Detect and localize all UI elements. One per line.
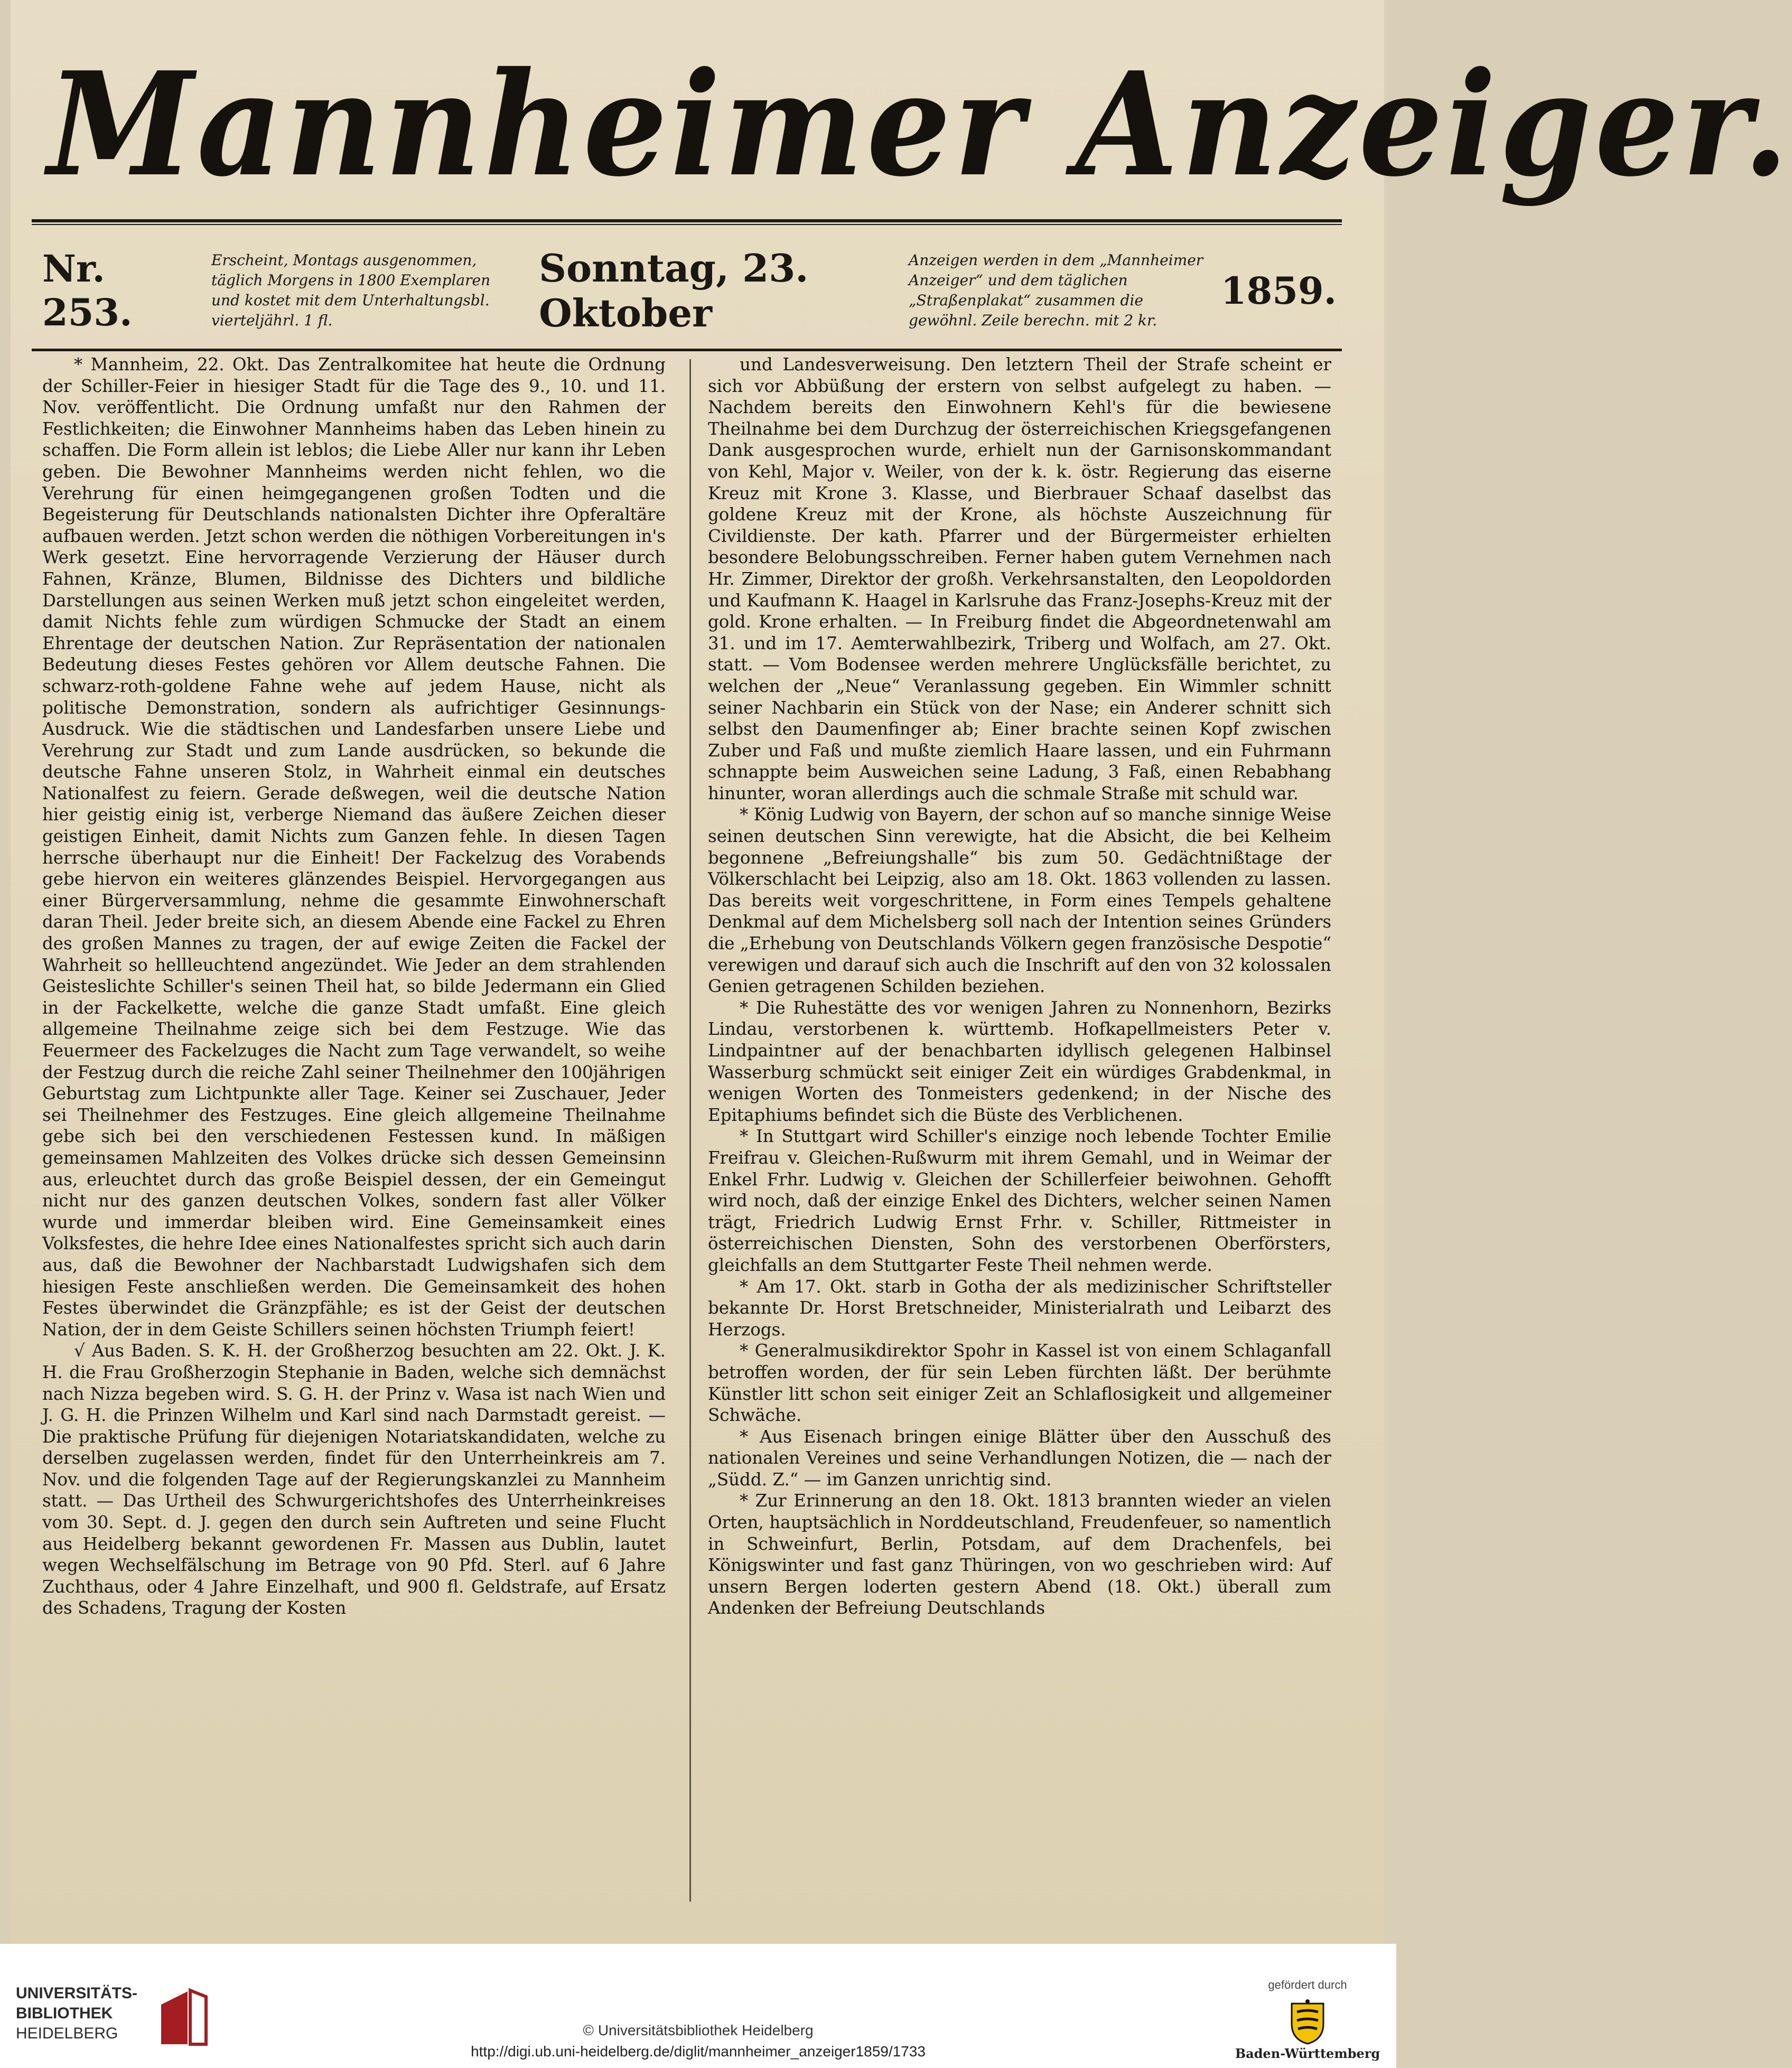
library-mark-icon [151,1986,214,2050]
article-aus-baden: √ Aus Baden. S. K. H. der Großherzog besuchten am 22. Okt. J. K. H. die Frau Großherzogin Stephanie in Baden, welche sich demnächst nach Nizza begeben wird. S. G. H. der Prinz v. Wasa ist nach Wien und J. G. H. die Prinzen Wilhelm und Karl sind nach Darmstadt gereist. — Die praktische Prüfung für diejenigen Notariatskandidaten, welche zu derselben zugelassen werden, findet für den Unterrheinkreis am 7. Nov. und die folgenden Tage auf der Regierungskanzlei zu Mannheim statt. — Das Urtheil des Schwurgerichtshofes des Unterrheinkreises vom 30. Sept. d. J. gegen den durch sein Auftreten und seine Flucht aus Heidelberg bekannt gewordenen Fr. Massen aus Dublin, lautet wegen Wechselfälschung im Betrage von 90 Pfd. Sterl. auf 6 Jahre Zuchthaus, oder 4 Jahre Einzelhaft, und 900 fl. Geldstrafe, auf Ersatz des Schadens, Tragung der Kosten [42,1341,666,1618]
issue-number: Nr. 253. [42,247,133,334]
digitization-footer [0,1944,1396,2068]
copyright-notice: © Universitätsbibliothek Heidelberg [583,2022,814,2038]
state-coat-of-arms-icon [1281,1999,1334,2046]
sponsor-block [1231,1978,1384,2063]
sponsor-label: gefördert durch [1268,1978,1347,1991]
article-lindpaintner: * Die Ruhestätte des vor wenigen Jahren zu Nonnenhorn, Bezirks Lindau, verstorbenen k. württemb. Hofkapellmeisters Peter v. Lindpaintner auf der benachbarten idyllisch gelegenen Halbinsel Wasserburg schmückt seit einiger Zeit ein würdiges Grabdenkmal, in wenigen Worten des Tonmeisters gedenkend; in der Nische des Epitaphiums befindet sich die Büste des Verblichenen. [708,997,1331,1125]
issue-info-bar [37,232,1337,349]
article-stuttgart-schiller: * In Stuttgart wird Schiller's einzige noch lebende Tochter Emilie Freifrau v. Gleichen-Rußwurm mit ihrem Gemahl, und in Weimar der Enkel Frhr. Ludwig v. Gleichen der Schillerfeier beiwohnen. Gehofft wird noch, daß der einzige Enkel des Dichters, welcher seinen Namen trägt, Friedrich Ludwig Ernst Frhr. v. Schiller, Rittmeister in österreichischen Diensten, Sohn des verstorbenen Oberförsters, gleichfalls an dem Stuttgarter Feste Theil nehmen werde. [708,1126,1331,1275]
article-baden-continued: und Landesverweisung. Den letztern Theil der Strafe scheint er sich vor Abbüßung der erstern von selbst aufgelegt zu haben. — Nachdem bereits den Einwohnern Kehl's für die bewiesene Theilnahme bei dem Durchzug der österreichischen Kriegsgefangenen Dank ausgesprochen wurde, erhielt nun der Garnisonskommandant von Kehl, Major v. Weiler, von der k. k. östr. Regierung das eiserne Kreuz mit Krone 3. Klasse, und Bierbrauer Schaaf daselbst das goldene Kreuz mit der Krone, als höchste Auszeichnung für Civildienste. Der kath. Pfarrer und der Bürgermeister erhielten besondere Belobungsschreiben. Ferner haben gutem Vernehmen nach Hr. Zimmer, Direktor der großh. Verkehrsanstalten, den Leopoldorden und Kaufmann K. Haagel in Karlsruhe das Franz-Josephs-Kreuz mit der gold. Krone erhalten. — In Freiburg findet die Abgeordnetenwahl am 31. und im 17. Aemterwahlbezirk, Triberg und Wolfach, am 27. Okt. statt. — Vom Bodensee werden mehrere Unglücksfälle berichtet, zu welchen der „Neue“ Veranlassung gegeben. Ein Wimmler schnitt seiner Nachbarin ein Stück von der Nase; ein Anderer schnitt sich selbst den Daumenfinger ab; Einer brachte seinen Kopf zwischen Zuber und Faß und mußte ziemlich Haare lassen, und ein Fuhrmann schnappte beim Ausweichen seine Ladung, 3 Faß, einen Rebabhang hinunter, woran allerdings auch die schmale Straße mit schuld war. [708,354,1331,803]
masthead-rule-top [32,219,1342,222]
issue-year: 1859. [1220,268,1337,313]
article-spohr: * Generalmusikdirektor Spohr in Kassel ist von einem Schlaganfall betroffen worden, der für sein Leben fürchten läßt. Der berühmte Künstler litt schon seit einiger Zeit an Schlaflosigkeit und allgemeiner Schwäche. [708,1341,1331,1426]
column-divider [689,359,691,1902]
masthead-rule-thin [32,224,1342,225]
article-18-oktober: * Zur Erinnerung an den 18. Okt. 1813 brannten wieder an vielen Orten, hauptsächlich in Norddeutschland, Freudenfeuer, so namentlich in Schweinfurt, Berlin, Potsdam, auf dem Drachenfels, bei Königswinter und fast ganz Thüringen, von wo geschrieben wird: Auf unsern Bergen loderten gestern Abend (18. Okt.) überall zum Andenken der Befreiung Deutschlands [708,1491,1331,1618]
left-column [42,354,666,1917]
library-name: UNIVERSITÄTS- BIBLIOTHEK HEIDELBERG [16,1985,138,2042]
article-eisenach: * Aus Eisenach bringen einige Blätter über den Ausschuß des nationalen Vereines und seine Verhandlungen Notizen, die — nach der „Südd. Z.“ — im Ganzen unrichtig sind. [708,1426,1331,1490]
permalink-url[interactable]: http://digi.ub.uni-heidelberg.de/diglit/mannheimer_anzeiger1859/1733 [471,2043,926,2060]
masthead-title: Mannheimer Anzeiger. [48,40,1792,208]
article-befreiungshalle: * König Ludwig von Bayern, der schon auf so manche sinnige Weise seinen deutschen Sinn verewigte, hat die Absicht, die bei Kelheim begonnene „Befreiungshalle“ bis zum 50. Gedächtnißtage der Völkerschlacht bei Leipzig, also am 18. Okt. 1863 vollenden zu lassen. Das bereits weit vorgeschrittene, in Form eines Tempels gehaltene Denkmal auf dem Michelsberg soll nach der Intention seines Gründers die „Erhebung von Deutschlands Völkern gegen französische Despotie“ verewigen und darauf sich auch die Inschrift auf den von 32 kolossalen Genien getragenen Schilden beziehen. [708,804,1331,997]
article-mannheim-schillerfeier: * Mannheim, 22. Okt. Das Zentralkomitee hat heute die Ordnung der Schiller-Feier in hiesiger Stadt für die Tage des 9., 10. und 11. Nov. veröffentlicht. Die Ordnung umfaßt nur den Rahmen der Festlichkeiten; die Einwohner Mannheims haben das Leben hinein zu schaffen. Die Form allein ist leblos; die Liebe Aller nur kann ihr Leben geben. Die Bewohner Mannheims werden nicht fehlen, wo die Verehrung für einen heimgegangenen großen Todten und die Begeisterung für Deutschlands nationalsten Dichter ihre Opferaltäre aufbauen werden. Jetzt schon werden die nöthigen Vorbereitungen in's Werk gesetzt. Eine hervorragende Verzierung der Häuser durch Fahnen, Kränze, Blumen, Bildnisse des Dichters und bildliche Darstellungen aus seinen Werken muß jetzt schon eingeleitet werden, damit Nichts fehle zum würdigen Schmucke der Stadt an einem Ehrentage der deutschen Nation. Zur Repräsentation der nationalen Bedeutung dieses Festes gehören vor Allem deutsche Fahnen. Die schwarz-roth-goldene Fahne wehe auf jedem Hause, nicht als politische Demonstration, sondern als aufrichtiger Gesinnungs-Ausdruck. Wie die städtischen und Landesfarben unsere Liebe und Verehrung zur Stadt und zum Lande ausdrücken, so bekunde die deutsche Fahne unseren Stolz, in Wahrheit einmal ein deutsches Nationalfest zu feiern. Gerade deßwegen, weil die deutsche Nation hier geistig einig ist, verberge Niemand das äußere Zeichen dieser geistigen Einheit, damit Nichts zum Ganzen fehle. In diesen Tagen herrsche überhaupt nur die Einheit! Der Fackelzug des Vorabends gebe hiervon ein weiteres glänzendes Beispiel. Hervorgegangen aus einer Bürgerversammlung, nehme die gesammte Einwohnerschaft daran Theil. Jeder breite sich, an diesem Abende eine Fackel zu Ehren des großen Mannes zu tragen, der auf ewige Zeiten die Fackel der Wahrheit so hellleuchtend angezündet. Wie Jeder an dem strahlenden Geisteslichte Schiller's seinen Theil hat, so bilde Jedermann ein Glied in der Fackelkette, welche die ganze Stadt umfaßt. Eine gleich allgemeine Theilnahme zeige sich bei dem Festzuge. Wie das Feuermeer des Fackelzuges die Nacht zum Tage verwandelt, so weihe der Festzug durch die reiche Zahl seiner Theilnehmer den 100jährigen Geburtstag zum Lichtpunkte aller Tage. Keiner sei Zuschauer, Jeder sei Theilnehmer des Festzuges. Eine gleich allgemeine Theilnahme gebe sich bei den verschiedenen Festessen kund. In mäßigen gemeinsamen Mahlzeiten des Volkes drücke sich dessen Gemeinsinn aus, erleuchtet durch das große Beispiel dessen, der ein Gemeingut nicht nur des ganzen deutschen Volkes, sondern fast aller Völker wurde und immerdar bleiben wird. Eine Gemeinsamkeit eines Volksfestes, die hehre Idee eines Nationalfestes spricht sich auch darin aus, daß die Bewohner der Nachbarstadt Ludwigshafen sich dem hiesigen Feste anschließen werden. Die Gemeinsamkeit des hohen Festes überwindet die Gränzpfähle; es ist der Geist der deutschen Nation, der in dem Geiste Schillers seinen höchsten Triumph feiert! [42,354,666,1340]
sponsor-name: Baden-Württemberg [1235,2046,1380,2061]
advertising-note: Anzeigen werden in dem „Mannheimer Anzeiger“ und dem täglichen „Straßenplakat“ zusammen die gewöhnl. Zeile berechn. mit 2 kr. [909,251,1203,329]
right-column [708,354,1331,1917]
issue-date: Sonntag, 23. Oktober [539,246,809,335]
header-rule-bottom [32,349,1342,351]
article-bretschneider: * Am 17. Okt. starb in Gotha der als medizinischer Schriftsteller bekannte Dr. Horst Bretschneider, Ministerialrath und Leibarzt des Herzogs. [708,1276,1331,1340]
subscription-note: Erscheint, Montags ausgenommen, täglich Morgens in 1800 Exemplaren und kostet mit dem Unterhaltungsbl. vierteljährl. 1 fl. [211,251,491,329]
